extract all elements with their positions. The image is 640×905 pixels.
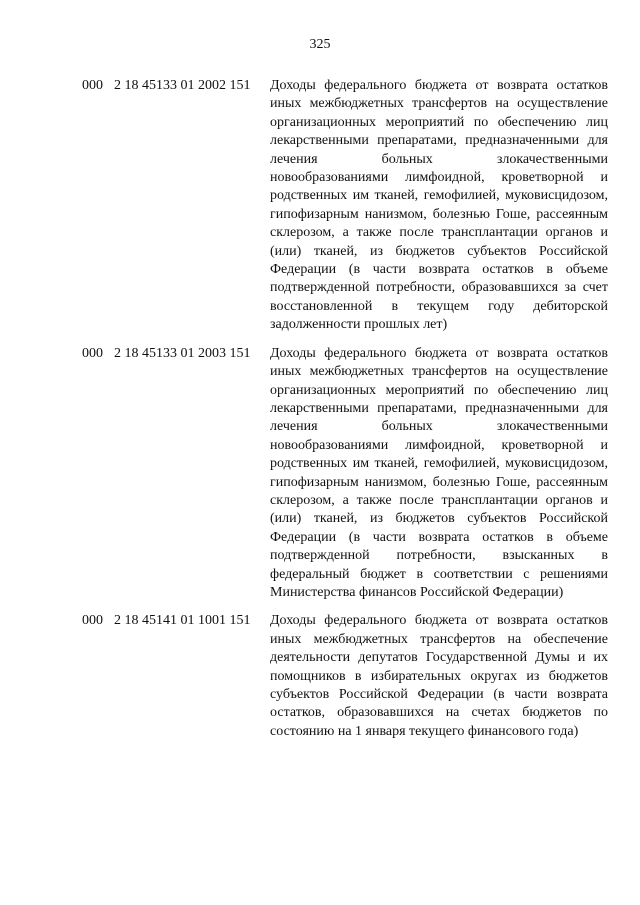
description-cell: Доходы федерального бюджета от возврата остатков иных межбюджетных трансфертов на обеспечение деятельности депутатов Государственной Думы и их помощников в избирательных округах из бюджетов субъектов Российской Федерации (в части возврата остатков, образовавшихся на счетах бюджетов по состоянию на 1 января текущего финансового года) [270, 613, 608, 739]
description-cell: Доходы федерального бюджета от возврата остатков иных межбюджетных трансфертов на осуществление организационных мероприятий по обеспечению лиц лекарственными препаратами, предназначенными для лечения больных злокачественными новообразованиями лимфоидной, кроветворной и родственных им тканей, гемофилией, муковисцидозом, гипофизарным нанизмом, болезнью Гоше, рассеянным склерозом, а также после трансплантации органов и (или) тканей, из бюджетов субъектов Российской Федерации (в части возврата остатков в объеме подтвержденной потребности, взысканных в федеральный бюджет в соответствии с решениями Министерства финансов Российской Федерации) [270, 345, 608, 600]
revenue-code-table [82, 77, 612, 751]
page-number: 325 [309, 37, 331, 52]
description-cell: Доходы федерального бюджета от возврата остатков иных межбюджетных трансфертов на осуществление организационных мероприятий по обеспечению лиц лекарственными препаратами, предназначенными для лечения больных злокачественными новообразованиями лимфоидной, кроветворной и родственных им тканей, гемофилией, муковисцидозом, гипофизарным нанизмом, болезнью Гоше, рассеянным склерозом, а также после трансплантации органов и (или) тканей, из бюджетов субъектов Российской Федерации (в части возврата остатков в объеме подтвержденной потребности, образовавшихся за счет восстановленной в текущем году дебиторской задолженности прошлых лет) [270, 78, 608, 333]
table-row [82, 612, 612, 741]
admin-code-cell: 000 [82, 613, 103, 629]
table-row [82, 345, 612, 603]
budget-code-cell: 2 18 45133 01 2003 151 [114, 345, 251, 361]
budget-code-cell: 2 18 45133 01 2002 151 [114, 78, 251, 93]
admin-code-cell: 000 [82, 78, 103, 93]
admin-code-cell: 000 [82, 345, 103, 361]
table-row [82, 77, 612, 335]
budget-code-cell: 2 18 45141 01 1001 151 [114, 613, 251, 629]
